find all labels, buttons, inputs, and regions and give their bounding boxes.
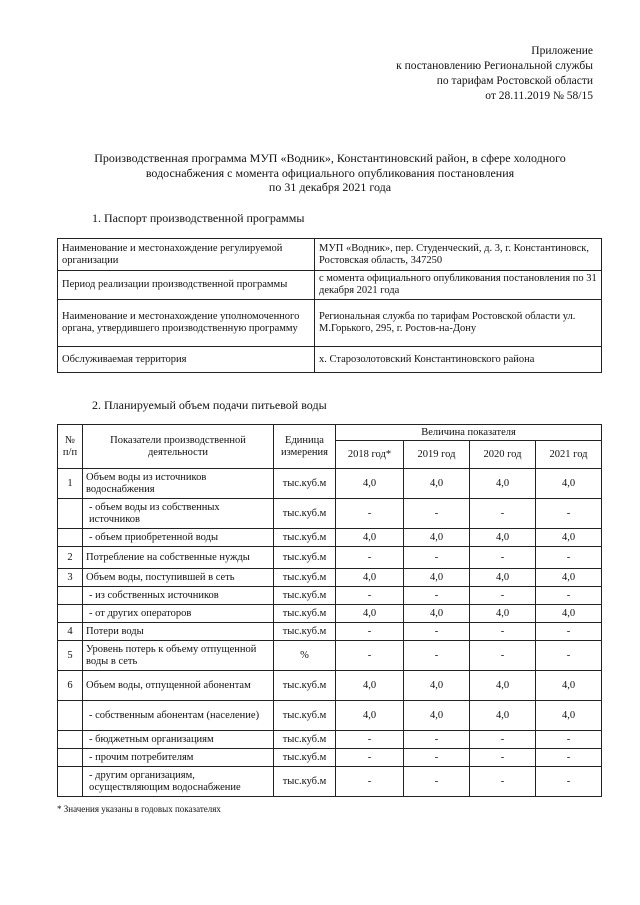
row-value: 4,0 — [336, 671, 404, 701]
row-number: 4 — [58, 623, 83, 641]
row-number — [58, 767, 83, 797]
row-value: 4,0 — [336, 701, 404, 731]
row-value: 4,0 — [404, 701, 470, 731]
row-value: - — [470, 623, 536, 641]
row-indicator: Потребление на собственные нужды — [83, 547, 274, 569]
row-indicator: - прочим потребителям — [83, 749, 274, 767]
header-year: 2021 год — [536, 441, 602, 469]
row-unit: тыс.куб.м — [274, 569, 336, 587]
table-row — [58, 547, 602, 569]
row-unit: тыс.куб.м — [274, 731, 336, 749]
row-value: - — [404, 623, 470, 641]
table-row — [58, 749, 602, 767]
passport-row — [58, 271, 602, 300]
table-row — [58, 569, 602, 587]
row-value: - — [404, 499, 470, 529]
row-value: - — [404, 731, 470, 749]
row-number — [58, 605, 83, 623]
row-value: - — [404, 641, 470, 671]
title-line: водоснабжения с момента официального опубликования постановления — [145, 165, 515, 180]
row-value: - — [404, 767, 470, 797]
row-value: - — [336, 767, 404, 797]
row-unit: тыс.куб.м — [274, 499, 336, 529]
row-value: 4,0 — [470, 569, 536, 587]
row-value: - — [470, 749, 536, 767]
appendix-line: по тарифам Ростовской области — [436, 75, 593, 87]
row-value: - — [404, 749, 470, 767]
row-unit: тыс.куб.м — [274, 623, 336, 641]
row-number — [58, 499, 83, 529]
table-row — [58, 641, 602, 671]
row-number: 5 — [58, 641, 83, 671]
row-indicator: Уровень потерь к объему отпущенной воды в сеть — [83, 641, 274, 671]
row-unit: тыс.куб.м — [274, 767, 336, 797]
row-value: 4,0 — [536, 529, 602, 547]
row-value: 4,0 — [336, 469, 404, 499]
row-indicator: - из собственных источников — [83, 587, 274, 605]
row-value: 4,0 — [536, 671, 602, 701]
row-value: - — [536, 499, 602, 529]
row-value: - — [536, 623, 602, 641]
row-indicator: - от других операторов — [83, 605, 274, 623]
row-value: 4,0 — [470, 605, 536, 623]
passport-value: х. Старозолотовский Константиновского района — [315, 347, 602, 373]
table-row — [58, 731, 602, 749]
table-row — [58, 671, 602, 701]
passport-label: Период реализации производственной программы — [58, 271, 315, 300]
row-value: 4,0 — [536, 569, 602, 587]
table-row — [58, 587, 602, 605]
row-value: 4,0 — [404, 569, 470, 587]
row-value: 4,0 — [404, 469, 470, 499]
row-unit: % — [274, 641, 336, 671]
row-unit: тыс.куб.м — [274, 469, 336, 499]
row-indicator: Объем воды, поступившей в сеть — [83, 569, 274, 587]
appendix-header — [396, 44, 593, 104]
row-value: 4,0 — [536, 469, 602, 499]
row-value: - — [336, 641, 404, 671]
row-indicator: - другим организациям, осуществляющим водоснабжение — [83, 767, 274, 797]
row-value: - — [470, 499, 536, 529]
table-row — [58, 499, 602, 529]
row-value: - — [404, 547, 470, 569]
header-year: 2020 год — [470, 441, 536, 469]
row-value: 4,0 — [470, 529, 536, 547]
header-indicator: Показатели производственной деятельности — [83, 425, 274, 469]
appendix-line: от 28.11.2019 № 58/15 — [485, 90, 593, 102]
row-number: 6 — [58, 671, 83, 701]
row-value: - — [536, 731, 602, 749]
row-unit: тыс.куб.м — [274, 605, 336, 623]
row-indicator: Объем воды из источников водоснабжения — [83, 469, 274, 499]
row-value: - — [336, 623, 404, 641]
row-indicator: - объем воды из собственных источников — [83, 499, 274, 529]
header-year: 2018 год* — [336, 441, 404, 469]
row-number: 2 — [58, 547, 83, 569]
row-value: - — [536, 547, 602, 569]
section-2-title: 2. Планируемый объем подачи питьевой воды — [92, 398, 327, 412]
row-value: - — [336, 499, 404, 529]
row-indicator: - бюджетным организациям — [83, 731, 274, 749]
passport-table — [57, 238, 602, 373]
header-num: № п/п — [58, 425, 83, 469]
row-value: 4,0 — [536, 605, 602, 623]
appendix-line: Приложение — [531, 45, 593, 57]
row-indicator: Потери воды — [83, 623, 274, 641]
row-unit: тыс.куб.м — [274, 671, 336, 701]
passport-value: с момента официального опубликования постановления по 31 декабря 2021 года — [315, 271, 602, 300]
title-line: Производственная программа МУП «Водник», Константиновский район, в сфере холодного — [94, 151, 566, 165]
row-value: 4,0 — [470, 469, 536, 499]
row-value: - — [536, 587, 602, 605]
row-unit: тыс.куб.м — [274, 547, 336, 569]
row-value: - — [336, 587, 404, 605]
row-value: 4,0 — [536, 701, 602, 731]
header-value-group: Величина показателя — [336, 425, 602, 441]
row-value: 4,0 — [404, 605, 470, 623]
row-number: 1 — [58, 469, 83, 499]
row-value: - — [336, 749, 404, 767]
passport-label: Обслуживаемая территория — [58, 347, 315, 373]
row-indicator: - собственным абонентам (население) — [83, 701, 274, 731]
row-value: - — [470, 587, 536, 605]
row-number — [58, 701, 83, 731]
row-value: - — [470, 731, 536, 749]
table-row — [58, 701, 602, 731]
passport-label: Наименование и местонахождение уполномоченного органа, утвердившего производственную программу — [58, 300, 315, 347]
row-value: - — [470, 641, 536, 671]
row-value: 4,0 — [404, 529, 470, 547]
row-value: 4,0 — [336, 529, 404, 547]
title-line: по 31 декабря 2021 года — [268, 180, 392, 194]
water-volume-table — [57, 424, 602, 797]
header-year: 2019 год — [404, 441, 470, 469]
passport-value: МУП «Водник», пер. Студенческий, д. 3, г. Константиновск, Ростовская область, 347250 — [315, 239, 602, 271]
table-row — [58, 623, 602, 641]
row-indicator: - объем приобретенной воды — [83, 529, 274, 547]
row-indicator: Объем воды, отпущенной абонентам — [83, 671, 274, 701]
row-number — [58, 587, 83, 605]
appendix-line: к постановлению Региональной службы — [396, 60, 593, 72]
table-row — [58, 767, 602, 797]
header-unit: Единица измерения — [274, 425, 336, 469]
row-value: - — [470, 767, 536, 797]
row-value: 4,0 — [336, 605, 404, 623]
row-value: - — [336, 547, 404, 569]
row-unit: тыс.куб.м — [274, 529, 336, 547]
passport-row — [58, 239, 602, 271]
row-value: - — [336, 731, 404, 749]
row-value: - — [470, 547, 536, 569]
passport-value: Региональная служба по тарифам Ростовской области ул. М.Горького, 295, г. Ростов-на-Дону — [315, 300, 602, 347]
passport-row — [58, 347, 602, 373]
row-value: - — [536, 749, 602, 767]
row-value: 4,0 — [470, 701, 536, 731]
table-row — [58, 469, 602, 499]
row-number — [58, 749, 83, 767]
section-1-title: 1. Паспорт производственной программы — [92, 211, 305, 225]
row-value: 4,0 — [470, 671, 536, 701]
row-number: 3 — [58, 569, 83, 587]
document-title — [60, 151, 600, 195]
row-value: - — [536, 767, 602, 797]
row-unit: тыс.куб.м — [274, 749, 336, 767]
footnote: * Значения указаны в годовых показателях — [57, 804, 221, 814]
passport-row — [58, 300, 602, 347]
row-value: - — [404, 587, 470, 605]
table-row — [58, 529, 602, 547]
row-number — [58, 529, 83, 547]
passport-label: Наименование и местонахождение регулируемой организации — [58, 239, 315, 271]
row-unit: тыс.куб.м — [274, 587, 336, 605]
row-value: - — [536, 641, 602, 671]
row-value: 4,0 — [336, 569, 404, 587]
table-row — [58, 605, 602, 623]
row-number — [58, 731, 83, 749]
row-value: 4,0 — [404, 671, 470, 701]
row-unit: тыс.куб.м — [274, 701, 336, 731]
